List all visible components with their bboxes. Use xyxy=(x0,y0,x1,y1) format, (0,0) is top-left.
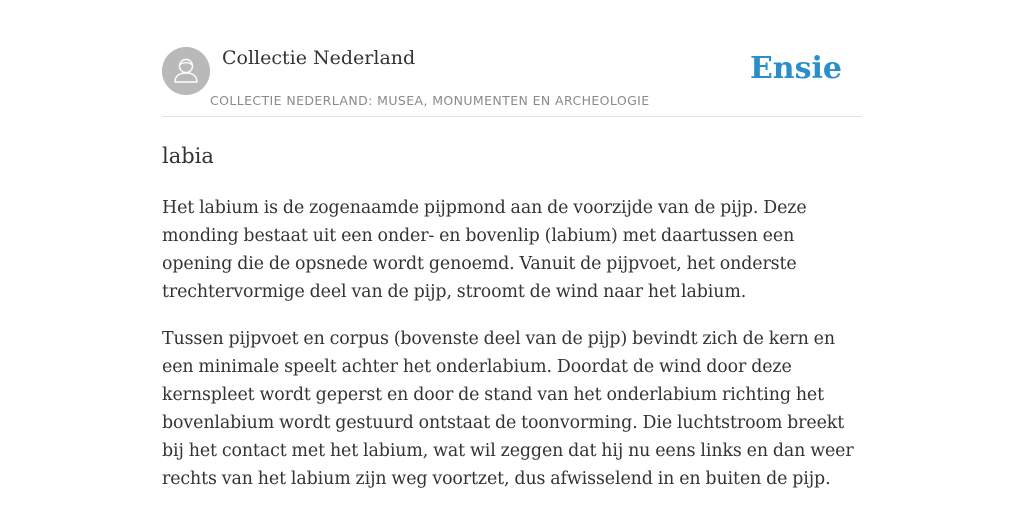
entry-term: labia xyxy=(162,144,214,168)
definition-paragraph: Tussen pijpvoet en corpus (bovenste deel van de pijp) bevindt zich de kern en een minimale speelt achter het onderlabium. Doordat de wind door deze kernspleet wordt geperst en door de stand van het onderlabium richting het bovenlabium wordt gestuurd ontstaat de toonvorming. Die luchtstroom breekt bij het contact met het labium, wat wil zeggen dat hij nu eens links en dan weer rechts van het labium zijn weg voortzet, dus afwisselend in en buiten de pijp. xyxy=(162,329,854,489)
definition-paragraph: Het labium is de zogenaamde pijpmond aan de voorzijde van de pijp. Deze monding bestaat uit een onder- en bovenlip (labium) met daartussen een opening die de opsnede wordt genoemd. Vanuit de pijpvoet, het onderste trechtervormige deel van de pijp, stroomt de wind naar het labium. xyxy=(162,198,807,302)
user-silhouette-icon xyxy=(162,47,210,95)
entry-header xyxy=(162,0,862,117)
author-avatar[interactable] xyxy=(162,47,210,95)
ensie-logo[interactable]: Ensie xyxy=(749,51,842,86)
entry-definition xyxy=(162,194,862,493)
entry-card xyxy=(162,0,862,512)
source-label[interactable]: COLLECTIE NEDERLAND: MUSEA, MONUMENTEN EN ARCHEOLOGIE xyxy=(210,93,650,108)
author-name[interactable]: Collectie Nederland xyxy=(222,47,416,69)
